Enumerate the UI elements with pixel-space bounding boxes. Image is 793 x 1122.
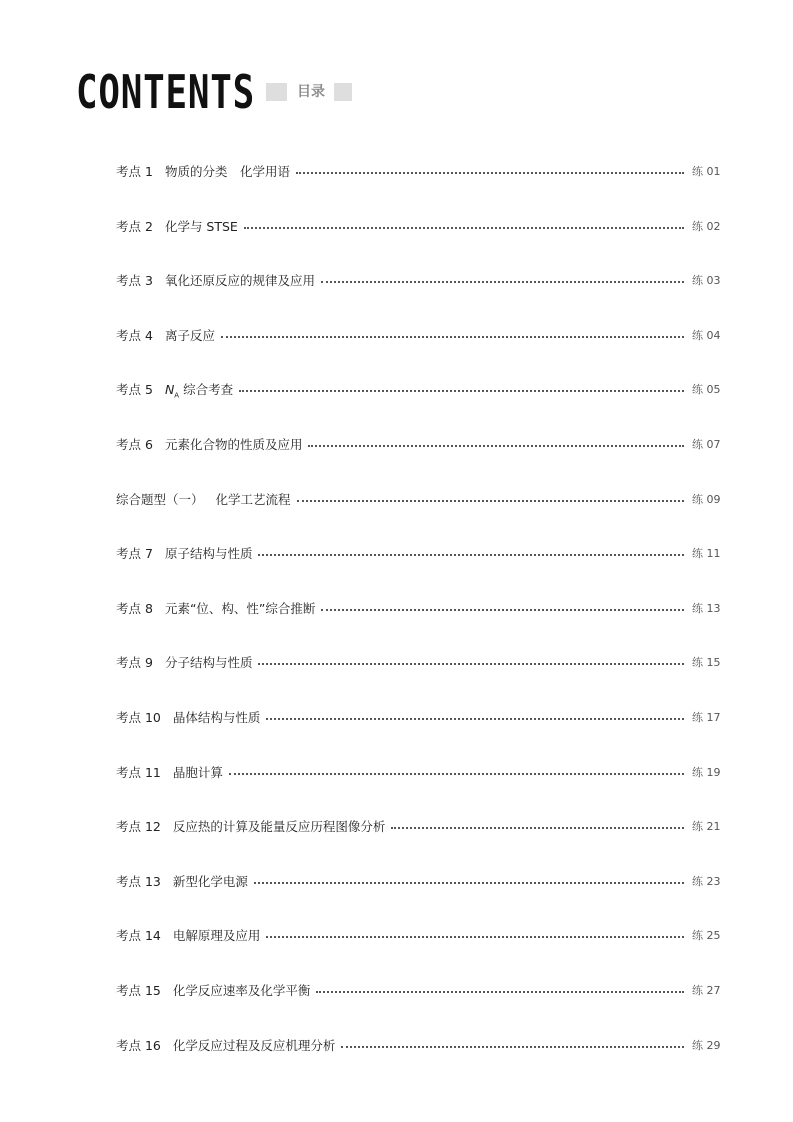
decor-bar-left bbox=[266, 83, 287, 101]
toc-entry-number: 考点 3 bbox=[116, 273, 153, 289]
toc-entry-number: 考点 1 bbox=[116, 164, 153, 179]
toc-leader-dots bbox=[221, 336, 684, 338]
toc-entry-label bbox=[116, 380, 233, 400]
toc-entry-page: 练 21 bbox=[692, 820, 721, 834]
toc-entry[interactable] bbox=[116, 592, 721, 624]
toc-entry-page: 练 05 bbox=[692, 383, 721, 397]
toc-entry-label bbox=[116, 217, 238, 235]
toc-entry-number: 考点 12 bbox=[116, 819, 161, 835]
toc-entry-label bbox=[116, 599, 315, 617]
toc-leader-dots bbox=[254, 882, 684, 884]
toc-entry-number: 考点 5 bbox=[116, 381, 153, 397]
toc-entry[interactable] bbox=[116, 756, 721, 788]
toc-entry-title-symbol: N bbox=[164, 381, 175, 397]
toc-entry-label bbox=[116, 435, 302, 453]
toc-leader-dots bbox=[258, 554, 684, 556]
toc-entry[interactable] bbox=[116, 319, 721, 351]
toc-entry-page: 练 09 bbox=[692, 492, 721, 506]
toc-entry-title: 物质的分类 化学用语 bbox=[164, 164, 290, 179]
toc-entry-page: 练 02 bbox=[692, 219, 721, 233]
toc-entry-number: 考点 4 bbox=[116, 327, 153, 343]
toc-leader-dots bbox=[239, 390, 684, 392]
toc-entry-page: 练 23 bbox=[692, 874, 721, 888]
toc-entry-page: 练 27 bbox=[692, 984, 721, 997]
toc-entry-number: 考点 14 bbox=[116, 928, 161, 944]
toc-entry-title: 反应热的计算及能量反应历程图像分析 bbox=[172, 819, 386, 835]
toc-entry[interactable] bbox=[116, 646, 721, 678]
toc-entry[interactable] bbox=[116, 537, 721, 569]
toc-entry-page: 练 07 bbox=[692, 438, 721, 451]
toc-entry-label bbox=[116, 162, 290, 180]
toc-entry-title: 分子结构与性质 bbox=[164, 655, 253, 671]
toc-entry-title: 化学反应速率及化学平衡 bbox=[172, 983, 311, 998]
toc-entry-page: 练 11 bbox=[692, 547, 721, 561]
toc-entry[interactable] bbox=[116, 1029, 721, 1061]
toc-leader-dots bbox=[316, 991, 684, 993]
toc-entry-page: 练 25 bbox=[692, 929, 721, 943]
toc-entry[interactable] bbox=[116, 701, 721, 733]
toc-entry-number: 考点 16 bbox=[116, 1037, 161, 1053]
toc-entry[interactable] bbox=[116, 865, 721, 897]
toc-entry-number: 考点 9 bbox=[116, 655, 153, 671]
contents-logo: CONTENTS bbox=[76, 65, 256, 119]
toc-entry-title: 氧化还原反应的规律及应用 bbox=[164, 273, 315, 289]
toc-leader-dots bbox=[308, 445, 684, 447]
toc-entry-title: 元素“位、构、性”综合推断 bbox=[164, 600, 316, 616]
toc-entry-title: 化学与 STSE bbox=[164, 218, 238, 234]
toc-leader-dots bbox=[296, 172, 684, 174]
toc-entry-number: 考点 11 bbox=[116, 764, 161, 780]
toc-entry-label bbox=[116, 981, 310, 999]
toc-entry-label bbox=[116, 544, 252, 562]
toc-entry-title: 化学工艺流程 bbox=[215, 491, 291, 507]
toc-entry-label bbox=[116, 326, 215, 344]
toc-entry-number: 考点 10 bbox=[116, 710, 161, 725]
toc-leader-dots bbox=[297, 500, 684, 502]
toc-entry-label bbox=[116, 926, 260, 944]
toc-entry-number: 考点 15 bbox=[116, 983, 161, 998]
toc-leader-dots bbox=[266, 936, 684, 938]
toc-leader-dots bbox=[341, 1046, 684, 1048]
toc-entry[interactable] bbox=[116, 155, 721, 187]
toc-entry[interactable] bbox=[116, 373, 721, 405]
toc-entry-label bbox=[116, 872, 248, 890]
toc-leader-dots bbox=[391, 827, 684, 829]
toc-entry-title: 化学反应过程及反应机理分析 bbox=[172, 1037, 336, 1053]
toc-entry[interactable] bbox=[116, 428, 721, 460]
toc-entry-title-subscript: A bbox=[174, 391, 180, 400]
toc-entry-number: 考点 7 bbox=[116, 546, 153, 562]
toc-entry-label bbox=[116, 708, 260, 726]
toc-entry-page: 练 17 bbox=[692, 711, 721, 724]
toc-entry[interactable] bbox=[116, 974, 721, 1006]
toc-entry-page: 练 01 bbox=[692, 165, 721, 178]
toc-leader-dots bbox=[321, 281, 684, 283]
toc-entry-label bbox=[116, 653, 252, 671]
toc-entry-label bbox=[116, 763, 223, 781]
toc-entry-title: 晶胞计算 bbox=[172, 764, 223, 780]
toc-entry-title: 离子反应 bbox=[164, 327, 215, 343]
toc-entry[interactable] bbox=[116, 483, 721, 515]
toc-entry-page: 练 03 bbox=[692, 274, 721, 288]
toc-entry-page: 练 04 bbox=[692, 328, 721, 342]
toc-entry[interactable] bbox=[116, 810, 721, 842]
page-header bbox=[76, 66, 376, 118]
toc-entry-page: 练 29 bbox=[692, 1038, 721, 1052]
toc-entry-page: 练 13 bbox=[692, 601, 721, 615]
toc-entry-title: 晶体结构与性质 bbox=[172, 710, 261, 725]
toc-entry-title: 原子结构与性质 bbox=[164, 546, 253, 562]
toc-entry[interactable] bbox=[116, 210, 721, 242]
toc-entry-page: 练 15 bbox=[692, 656, 721, 670]
toc-entry-title: 电解原理及应用 bbox=[172, 928, 261, 944]
toc-entry-number: 考点 2 bbox=[116, 218, 153, 234]
toc-entry-title: 新型化学电源 bbox=[172, 873, 248, 889]
toc-leader-dots bbox=[229, 773, 684, 775]
toc-leader-dots bbox=[266, 718, 684, 720]
toc-entry[interactable] bbox=[116, 919, 721, 951]
toc-entry-title: 综合考查 bbox=[179, 381, 234, 397]
toc-entry-number: 考点 8 bbox=[116, 600, 153, 616]
toc-entry[interactable] bbox=[116, 264, 721, 296]
toc-entry-label bbox=[116, 1036, 335, 1054]
toc-leader-dots bbox=[244, 227, 684, 229]
toc-entry-number: 考点 13 bbox=[116, 873, 161, 889]
toc-entry-number: 考点 6 bbox=[116, 437, 153, 452]
page-subtitle: 目录 bbox=[297, 84, 325, 100]
toc-entry-label bbox=[116, 817, 385, 835]
toc-entry-label bbox=[116, 271, 315, 289]
toc-leader-dots bbox=[258, 663, 684, 665]
toc-entry-label bbox=[116, 490, 291, 508]
toc-entry-page: 练 19 bbox=[692, 765, 721, 779]
decor-bar-right bbox=[334, 83, 352, 101]
toc-entry-title: 元素化合物的性质及应用 bbox=[164, 437, 303, 452]
toc-entry-number: 综合题型（一） bbox=[116, 491, 204, 507]
toc-leader-dots bbox=[321, 609, 684, 611]
